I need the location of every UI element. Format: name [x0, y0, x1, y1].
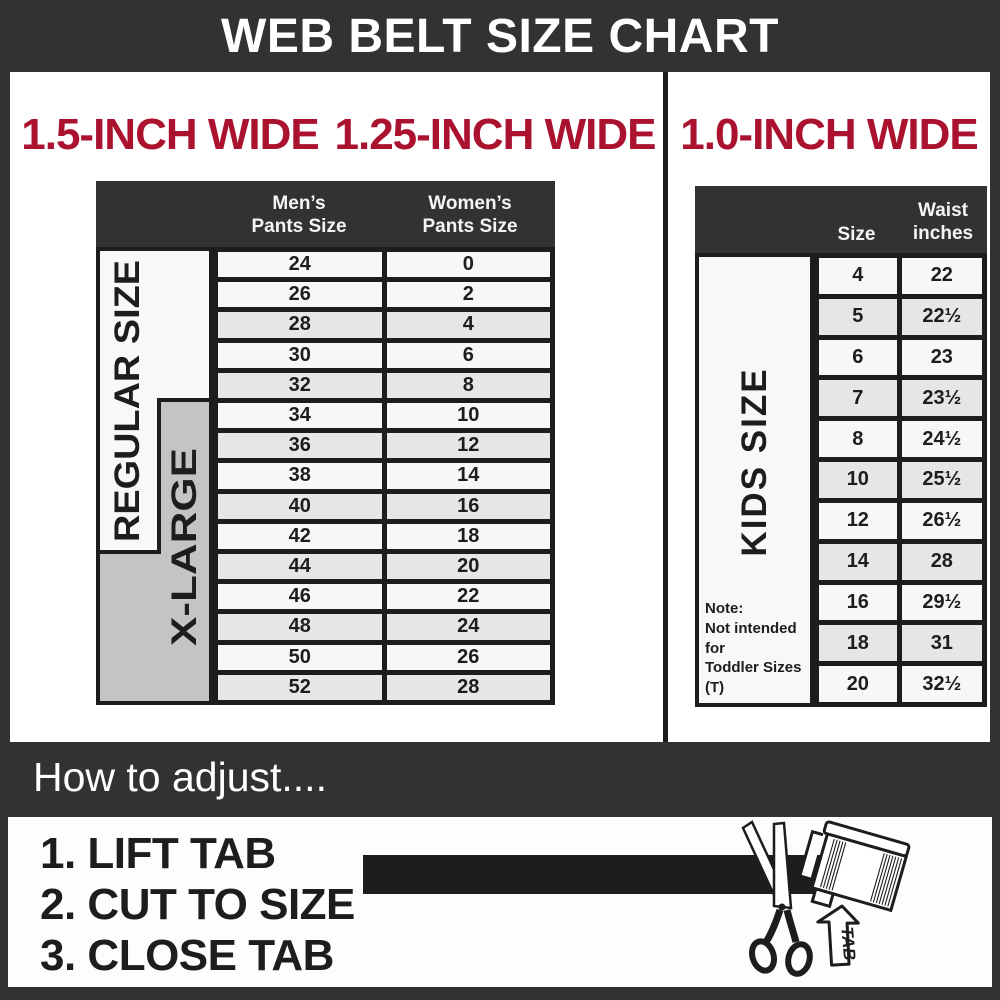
kids-size-cell: 10 [819, 462, 897, 498]
kids-size-cell: 8 [819, 421, 897, 457]
title-banner [0, 0, 1000, 72]
waist-inches-cell: 28 [902, 544, 982, 580]
womens-pants-size-cell: 12 [387, 433, 551, 458]
mens-column-header [213, 192, 385, 238]
page-title: WEB BELT SIZE CHART [221, 9, 779, 63]
mens-pants-size-cell: 50 [218, 645, 382, 670]
mens-pants-size-cell: 40 [218, 494, 382, 519]
womens-pants-size-cell: 20 [387, 554, 551, 579]
kids-size-cell: 12 [819, 503, 897, 539]
xlarge-size-label: X-LARGE [165, 488, 204, 646]
womens-pants-size-cell: 28 [387, 675, 551, 700]
scissors-icon [743, 822, 813, 976]
step-lift-tab: 1. LIFT TAB [40, 829, 276, 878]
waist-inches-cell: 29½ [902, 585, 982, 621]
mens-pants-size-cell: 36 [218, 433, 382, 458]
right-frame-edge [990, 72, 1000, 742]
tab-arrow-label: TAB [837, 925, 860, 962]
kids-table-header [695, 186, 987, 253]
waist-header-line1: Waist [918, 200, 968, 221]
mens-header-line1: Men’s [272, 193, 326, 214]
mens-pants-size-cell: 52 [218, 675, 382, 700]
size-header-line2: Size [837, 224, 876, 245]
mens-pants-size-cell: 42 [218, 524, 382, 549]
width-title-1-5: 1.5-INCH WIDE [21, 110, 319, 159]
width-title-1-25: 1.25-INCH WIDE [334, 110, 656, 159]
tab-arrow-icon [811, 902, 868, 969]
mens-pants-size-cell: 34 [218, 403, 382, 428]
kids-size-cell: 7 [819, 380, 897, 416]
left-frame-edge [0, 72, 10, 742]
step-close-tab: 3. CLOSE TAB [40, 931, 334, 980]
womens-pants-size-cell: 22 [387, 584, 551, 609]
womens-pants-size-cell: 14 [387, 463, 551, 488]
womens-pants-size-cell: 24 [387, 614, 551, 639]
womens-header-line1: Women’s [428, 193, 512, 214]
mens-pants-size-cell: 24 [218, 252, 382, 277]
mens-header-line2: Pants Size [251, 216, 347, 237]
kids-size-cell: 18 [819, 625, 897, 661]
kids-size-grid [814, 253, 987, 707]
kids-size-cell: 16 [819, 585, 897, 621]
waist-inches-cell: 22½ [902, 299, 982, 335]
waist-inches-cell: 32½ [902, 666, 982, 702]
mens-pants-size-cell: 32 [218, 373, 382, 398]
toddler-note [705, 599, 810, 698]
kids-size-table [695, 186, 987, 707]
womens-pants-size-cell: 2 [387, 282, 551, 307]
note-line1: Note: [705, 600, 744, 618]
waist-header-line2: inches [912, 223, 974, 244]
waist-inches-cell: 23½ [902, 380, 982, 416]
step-cut-to-size: 2. CUT TO SIZE [40, 880, 355, 929]
womens-pants-size-cell: 10 [387, 403, 551, 428]
mens-pants-size-cell: 30 [218, 343, 382, 368]
kids-size-cell: 14 [819, 544, 897, 580]
belt-adjust-illustration [350, 818, 990, 987]
kids-size-label-box [695, 253, 814, 707]
womens-pants-size-cell: 8 [387, 373, 551, 398]
width-title-1-0: 1.0-INCH WIDE [680, 110, 978, 159]
womens-pants-size-cell: 4 [387, 312, 551, 337]
panel-divider [663, 72, 668, 742]
womens-pants-size-cell: 18 [387, 524, 551, 549]
kids-size-cell: 6 [819, 340, 897, 376]
womens-column-header [385, 192, 555, 238]
belt-size-table [96, 181, 555, 705]
belt-size-grid [213, 247, 555, 705]
mens-pants-size-cell: 48 [218, 614, 382, 639]
kids-size-cell: 20 [819, 666, 897, 702]
mens-pants-size-cell: 44 [218, 554, 382, 579]
womens-pants-size-cell: 6 [387, 343, 551, 368]
waist-inches-cell: 31 [902, 625, 982, 661]
kids-size-cell: 4 [819, 258, 897, 294]
note-line2: Not intended for [705, 619, 797, 657]
how-to-section [0, 742, 1000, 1000]
waist-inches-cell: 25½ [902, 462, 982, 498]
womens-header-line2: Pants Size [422, 216, 518, 237]
note-line3: Toddler Sizes (T) [705, 659, 802, 697]
kids-size-label: KIDS SIZE [734, 367, 774, 557]
mens-pants-size-cell: 38 [218, 463, 382, 488]
adjust-steps-list [40, 828, 355, 981]
buckle-icon [794, 818, 910, 923]
womens-pants-size-cell: 16 [387, 494, 551, 519]
size-column-header [814, 223, 899, 246]
kids-size-cell: 5 [819, 299, 897, 335]
regular-size-label: REGULAR SIZE [108, 281, 147, 542]
mens-pants-size-cell: 26 [218, 282, 382, 307]
how-to-adjust-heading: How to adjust.... [33, 754, 327, 800]
mens-pants-size-cell: 46 [218, 584, 382, 609]
waist-inches-cell: 22 [902, 258, 982, 294]
womens-pants-size-cell: 26 [387, 645, 551, 670]
waist-inches-cell: 23 [902, 340, 982, 376]
womens-pants-size-cell: 0 [387, 252, 551, 277]
waist-inches-cell: 24½ [902, 421, 982, 457]
waist-inches-cell: 26½ [902, 503, 982, 539]
mens-pants-size-cell: 28 [218, 312, 382, 337]
waist-column-header [899, 199, 987, 245]
size-group-labels [96, 247, 213, 705]
belt-size-table-header [96, 181, 555, 247]
